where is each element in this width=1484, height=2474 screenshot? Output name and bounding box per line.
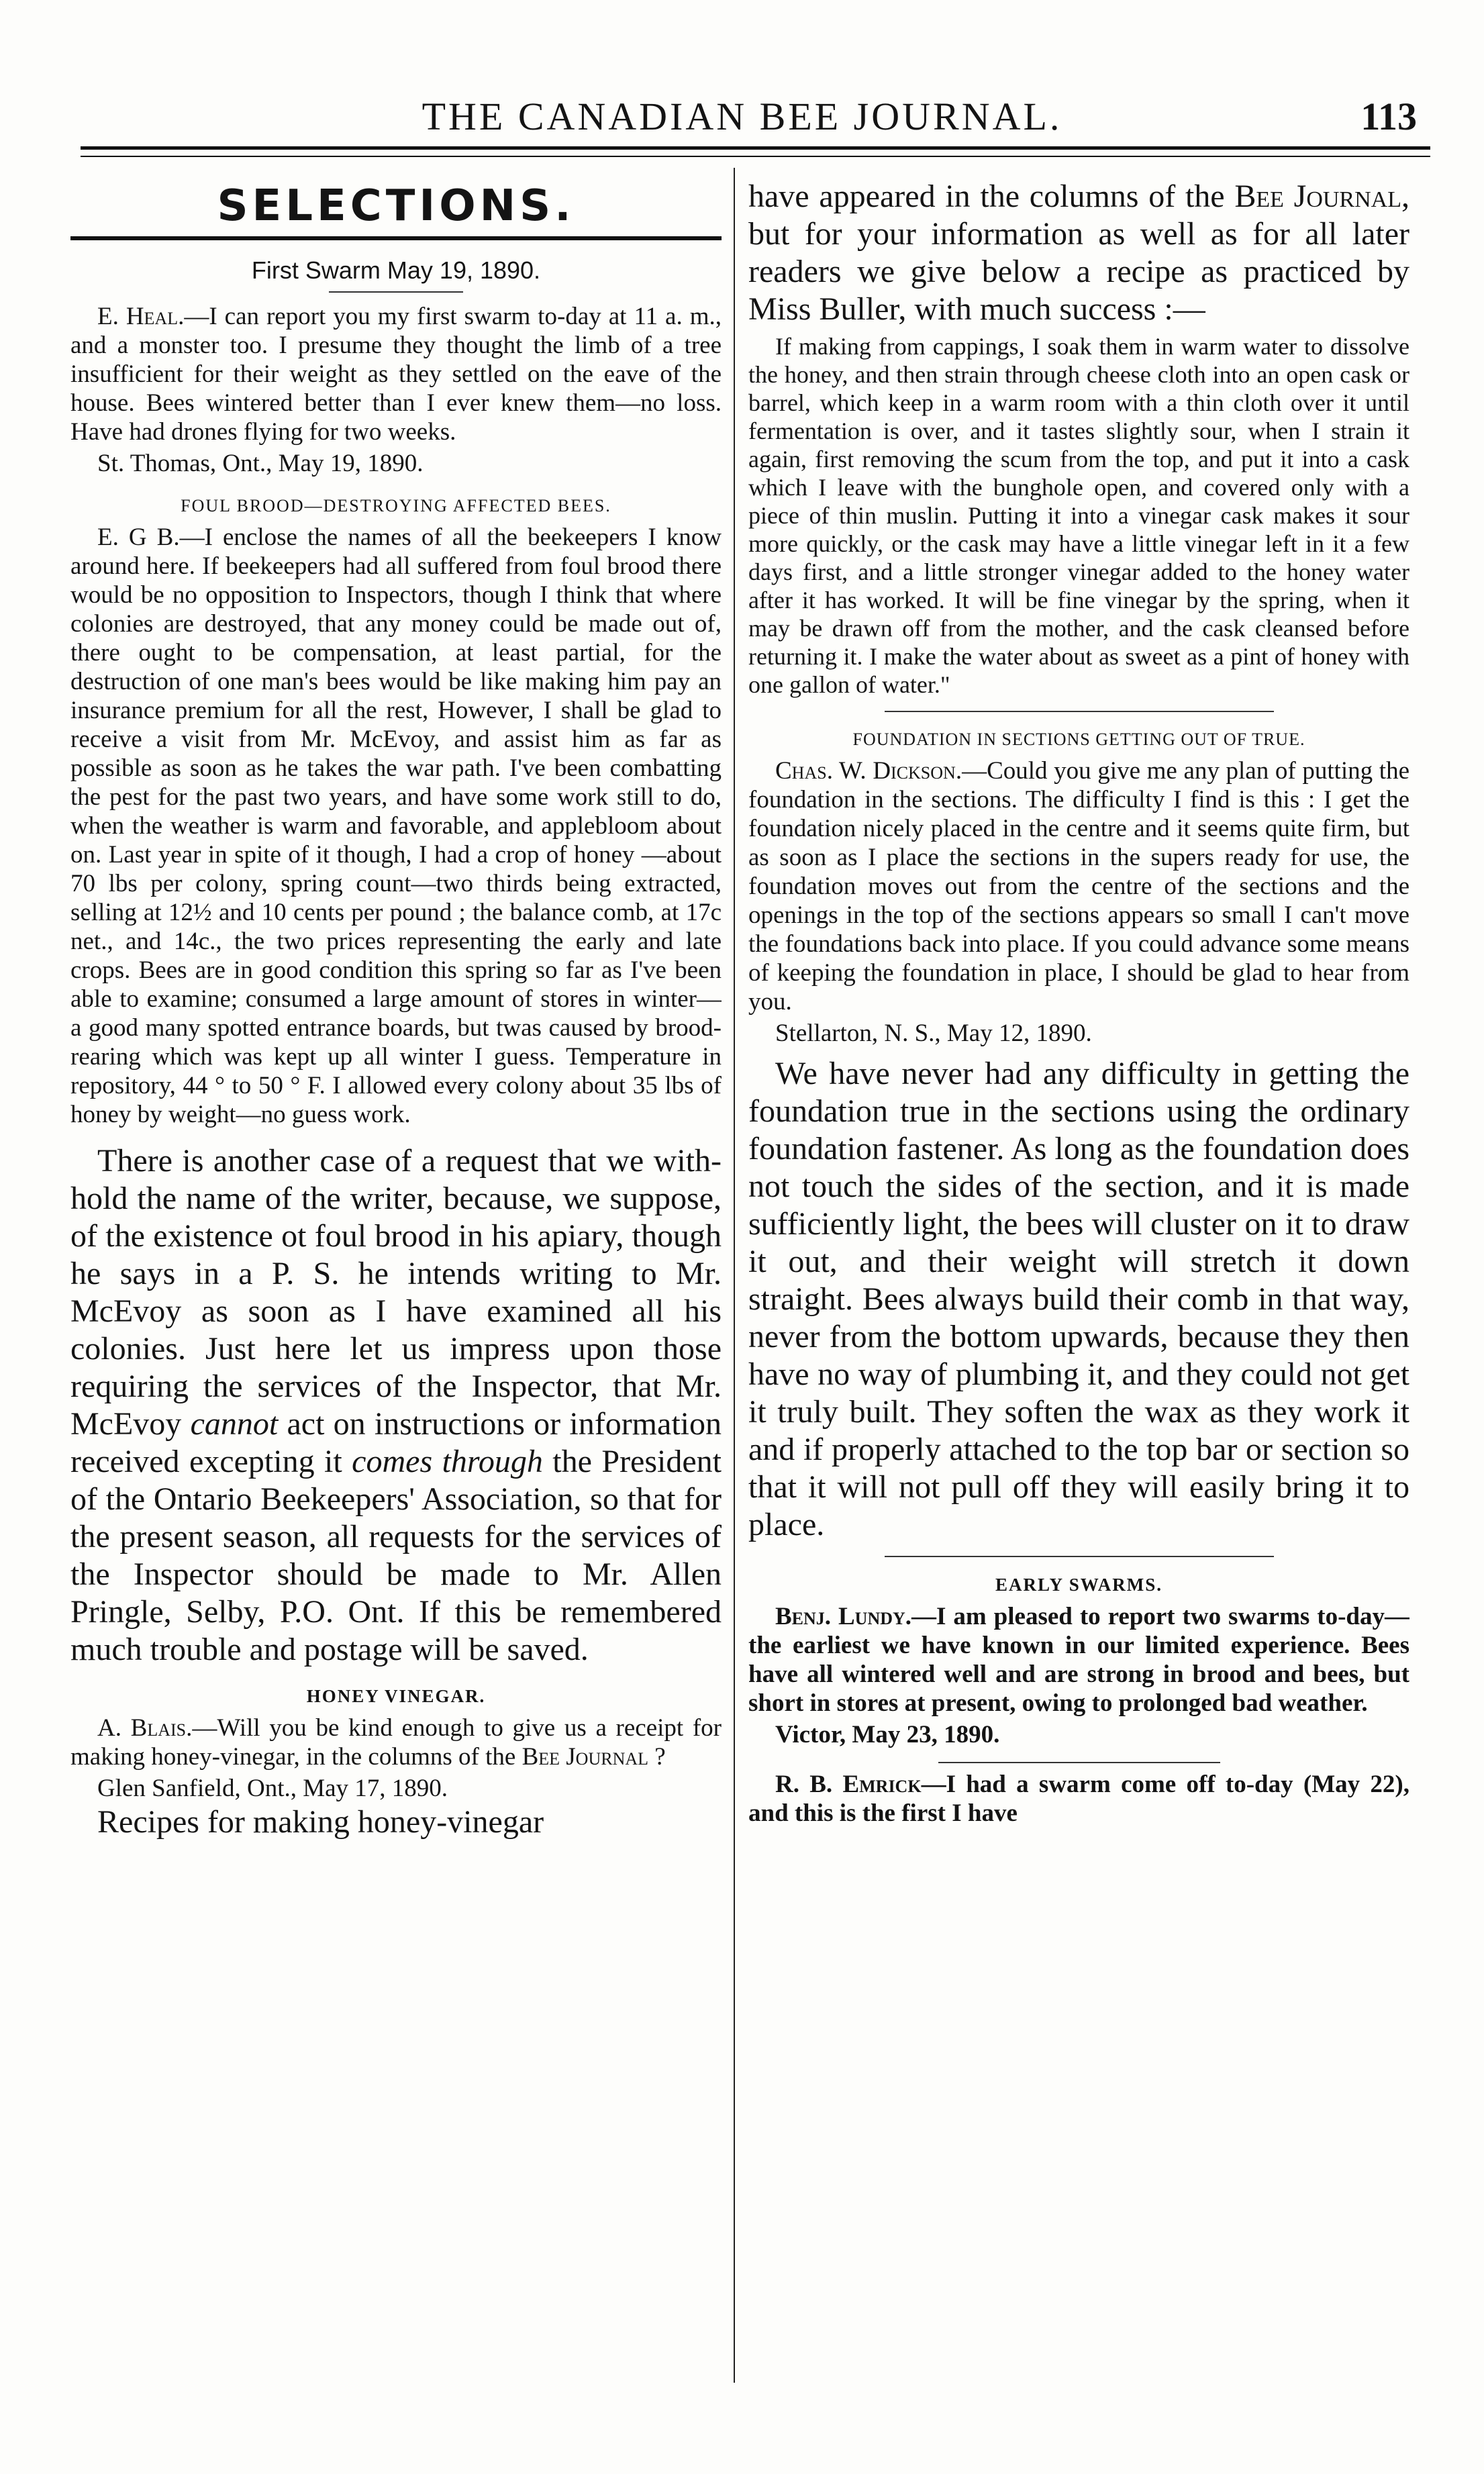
editorial-text-3: the President of the Ontario Beekeepers' Association, so that for the present season, all requests for the services of the Inspector should be made to Mr. Allen Pringle, Selby, P.O. Ont. If this be remembered much trouble and postage will be saved. — [70, 1444, 722, 1667]
section-heading-rule — [70, 236, 722, 240]
section-rule — [938, 1762, 1220, 1763]
section-rule — [885, 1556, 1274, 1557]
column-divider — [734, 168, 735, 2383]
first-swarm-signature: St. Thomas, Ont., May 19, 1890. — [97, 450, 424, 477]
foul-brood-author: E. G B. — [97, 524, 180, 551]
early-swarms-author-2: R. B. Emrick — [775, 1771, 922, 1798]
left-column — [70, 181, 722, 1841]
foundation-letter — [748, 756, 1409, 1016]
first-swarm-letter — [70, 302, 722, 446]
foundation-signature: Stellarton, N. S., May 12, 1890. — [775, 1020, 1092, 1047]
early-swarms-author-1: Benj. Lundy. — [775, 1603, 912, 1630]
page-number: 113 — [1361, 95, 1417, 138]
honey-vinegar-letter — [70, 1714, 722, 1771]
vinegar-recipe-quote: If making from cappings, I soak them in warm water to dissolve the honey, and then strain through cheese cloth into an open cask or barrel, which keep in a warm room with a thin cloth over it until fermentation is over, and it tastes slightly sour, when I strain it again, first removing the scum from the top, and put it into a cask which I leave with the bunghole open, and covered only with a piece of thin muslin. Putting it into a vinegar cask makes it sour more quickly, or the cask may have a little vinegar left in it a few days first, and a little stronger vinegar added to the honey water after it has worked. It will be fine vinegar by the spring, when it may be drawn off from the mother, and the cask cleansed before returning it. I make the water about as sweet as a pint of honey with one gallon of water." — [748, 333, 1409, 698]
section-heading: SELECTIONS. — [217, 181, 575, 231]
header-rule-thick — [81, 146, 1430, 150]
foul-brood-heading: FOUL BROOD—DESTROYING AFFECTED BEES. — [181, 496, 611, 515]
foundation-heading: FOUNDATION IN SECTIONS GETTING OUT OF TRUE. — [852, 730, 1305, 749]
honey-vinegar-body-b: ? — [648, 1743, 666, 1771]
honey-vinegar-author: A. Blais. — [97, 1714, 193, 1742]
journal-title: THE CANADIAN BEE JOURNAL. — [422, 95, 1062, 138]
first-swarm-title: First Swarm May 19, 1890. — [251, 256, 541, 284]
early-swarms-heading: EARLY SWARMS. — [995, 1575, 1163, 1595]
early-swarms-letter-2 — [748, 1770, 1409, 1828]
honey-vinegar-heading: HONEY VINEGAR. — [306, 1686, 486, 1706]
early-swarms-body-1: —I am pleased to report two swarms to-day—the earliest we have known in our limited experience. Bees have all wintered well and are strong in brood and bees, but short in stores at present, owing to prolonged bad weather. — [748, 1603, 1409, 1717]
section-rule — [885, 711, 1274, 712]
header-rule-thin — [81, 156, 1430, 157]
page-header — [67, 94, 1417, 141]
foundation-reply: We have never had any difficulty in getting the foundation true in the sections using the ordinary foundation fastener. As long as the foundation does not touch the sides of the section, and it is made sufficiently light, the bees will cluster on it to draw it out, and their weight will stretch it down straight. Bees always build their comb in that way, never from the bottom upwards, because they then have no way of plumbing it, and they could not get it truly built. They soften the wax as they work it and if properly attached to the top bar or section so that it will not pull off they will easily bring it to place. — [748, 1056, 1409, 1542]
honey-vinegar-body-a: —Will you be kind enough to give us a receipt for making honey-vinegar, in the columns of the — [70, 1714, 722, 1771]
honey-vinegar-journal-name: Bee Journal — [522, 1743, 648, 1771]
editorial-text-1: There is another case of a request that we with-hold the name of the writer, because, we suppose, of the existence ot foul brood in his apiary, though he says in a P. S. he intends writing to Mr. McEvoy as soon as I have examined all his colonies. Just here let us impress upon those requiring the services of the Inspector, that Mr. McEvoy — [70, 1143, 722, 1442]
vinegar-intro-b: , but for your information as well as for all later readers we give below a recipe as practiced by Miss Buller, with much success :— — [748, 179, 1409, 327]
editorial-emphasis-2: comes through — [352, 1444, 543, 1479]
foundation-body: —Could you give me any plan of putting the foundation in the sections. The difficulty I find is this : I get the foundation nicely placed in the centre and it seems quite firm, but as soon as I place the sections in the supers ready for use, the foundation moves out from the centre of the sections and the openings in the top of the sections appears so small I can't move the foundations back into place. If you could advance some means of keeping the foundation in place, I should be glad to hear from you. — [748, 757, 1409, 1016]
vinegar-journal-name: Bee Journal — [1234, 179, 1401, 214]
early-swarms-letter-1 — [748, 1602, 1409, 1718]
editorial-text-2: act on instructions or information received excepting it — [70, 1406, 722, 1479]
first-swarm-author: E. Heal. — [97, 303, 185, 330]
foul-brood-letter — [70, 523, 722, 1129]
foundation-author: Chas. W. Dickson. — [775, 757, 962, 785]
early-swarms-signature-1: Victor, May 23, 1890. — [775, 1721, 1000, 1748]
right-column — [748, 178, 1409, 1828]
vinegar-intro-a: have appeared in the columns of the — [748, 179, 1235, 214]
early-swarms-body-2: —I had a swarm come off to-day (May 22), and this is the first I have — [748, 1771, 1409, 1827]
honey-vinegar-signature: Glen Sanfield, Ont., May 17, 1890. — [97, 1775, 448, 1802]
vinegar-continued-intro — [748, 178, 1409, 328]
short-rule — [329, 291, 463, 293]
first-swarm-body: —I can report you my first swarm to-day at 11 a. m., and a monster too. I presume they thought the limb of a tree insufficient for their weight as they settled on the eave of the house. Bees wintered better than I ever knew them—no loss. Have had drones flying for two weeks. — [70, 303, 722, 446]
editorial-emphasis-1: cannot — [190, 1406, 279, 1442]
editorial-note — [70, 1142, 722, 1669]
foul-brood-body: —I enclose the names of all the beekeepers I know around here. If beekeepers had all suffered from foul brood there would be no opposition to Inspectors, though I think that where colonies are destroyed, that any money could be made out of, there ought to be compensation, at least partial, for the destruction of one man's bees would be like making him pay an insurance premium for all the rest, However, I shall be glad to receive a visit from Mr. McEvoy, and assist him as far as possible as soon as he takes the war path. I've been combatting the pest for the past two years, and have some work still to do, when the weather is warm and favorable, and applebloom about on. Last year in spite of it though, I had a crop of honey —about 70 lbs per colony, spring count—two thirds being extracted, selling at 12½ and 10 cents per pound ; the balance comb, at 17c net., and 14c., the two prices representing the early and late crops. Bees are in good condition this spring so far as I've been able to examine; consumed a large amount of stores in winter— a good many spotted entrance boards, but twas caused by brood-rearing which was kept up all winter I guess. Temperature in repository, 44 ° to 50 ° F. I allowed every colony about 35 lbs of honey by weight—no guess work. — [70, 524, 722, 1128]
honey-vinegar-continuation: Recipes for making honey-vinegar — [97, 1804, 544, 1840]
